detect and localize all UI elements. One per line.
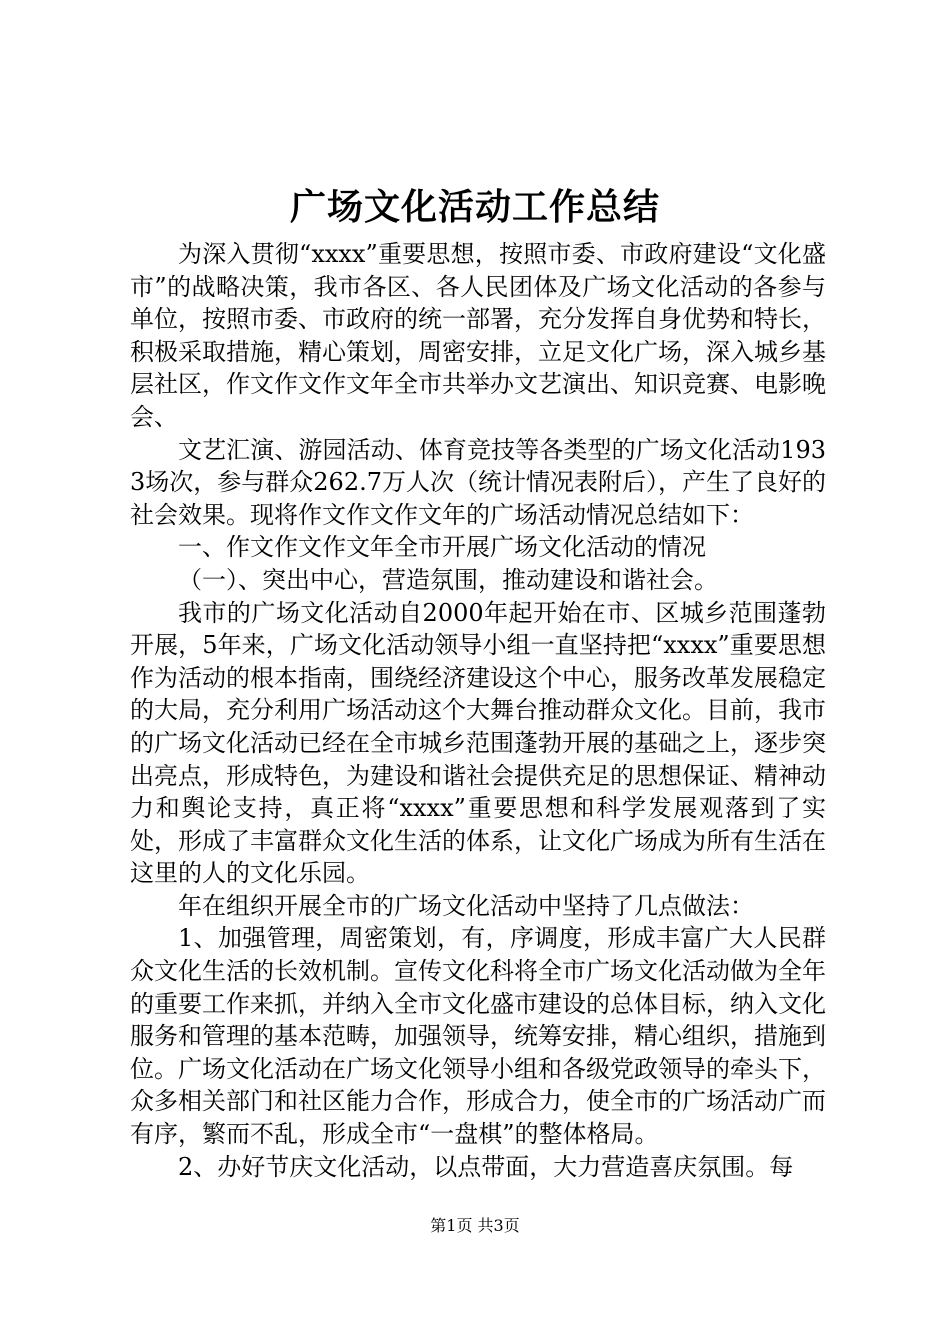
paragraph-practice-2: 2、办好节庆文化活动，以点带面，大力营造喜庆氛围。每: [178, 1152, 794, 1181]
paragraph-summary: 文艺汇演、游园活动、体育竞技等各类型的广场文化活动1933场次，参与群众262.7万人次（统计情况表附后），产生了良好的社会效果。现将作文作文作文年的广场活动情况总结如下：: [130, 435, 826, 529]
paragraph-intro: 为深入贯彻“xxxx”重要思想，按照市委、市政府建设“文化盛市”的战略决策，我市各区、各人民团体及广场文化活动的各参与单位，按照市委、市政府的统一部署，充分发挥自身优势和特长，积极采取措施，精心策划，周密安排，立足文化广场，深入城乡基层社区，作文作文作文年全市共举办文艺演出、知识竞赛、电影晚会、: [130, 240, 826, 431]
document-title: 广场文化活动工作总结: [289, 186, 660, 228]
paragraph-practice-1: 1、加强管理，周密策划，有，序调度，形成丰富广大人民群众文化生活的长效机制。宣传文化科将全市广场文化活动做为全年的重要工作来抓，并纳入全市文化盛市建设的总体目标，纳入文化服务和管理的基本范畴，加强领导，统筹安排，精心组织，措施到位。广场文化活动在广场文化领导小组和各级党政领导的牵头下，众多相关部门和社区能力合作，形成合力，使全市的广场活动广而有序，繁而不乱，形成全市“一盘棋”的整体格局。: [130, 924, 826, 1149]
paragraph-practices-intro: 年在组织开展全市的广场文化活动中坚持了几点做法：: [178, 891, 754, 920]
document-body: [130, 238, 826, 1183]
subsection-heading: （一）、突出中心，营造氛围，推动建设和谐社会。: [178, 565, 718, 594]
paragraph-background: 我市的广场文化活动自2000年起开始在市、区城乡范围蓬勃开展，5年来，广场文化活动领导小组一直坚持把“xxxx”重要思想作为活动的根本指南，围绕经济建设这个中心，服务改革发展稳定的大局，充分利用广场活动这个大舞台推动群众文化。目前，我市的广场文化活动已经在全市城乡范围蓬勃开展的基础之上，逐步突出亮点，形成特色，为建设和谐社会提供充足的思想保证、精神动力和舆论支持，真正将“xxxx”重要思想和科学发展观落到了实处，形成了丰富群众文化生活的体系，让文化广场成为所有生活在这里的人的文化乐园。: [130, 598, 826, 888]
section-heading: 一、作文作文作文年全市开展广场文化活动的情况: [178, 533, 706, 562]
page-footer: 第1页 共3页: [430, 1216, 520, 1235]
